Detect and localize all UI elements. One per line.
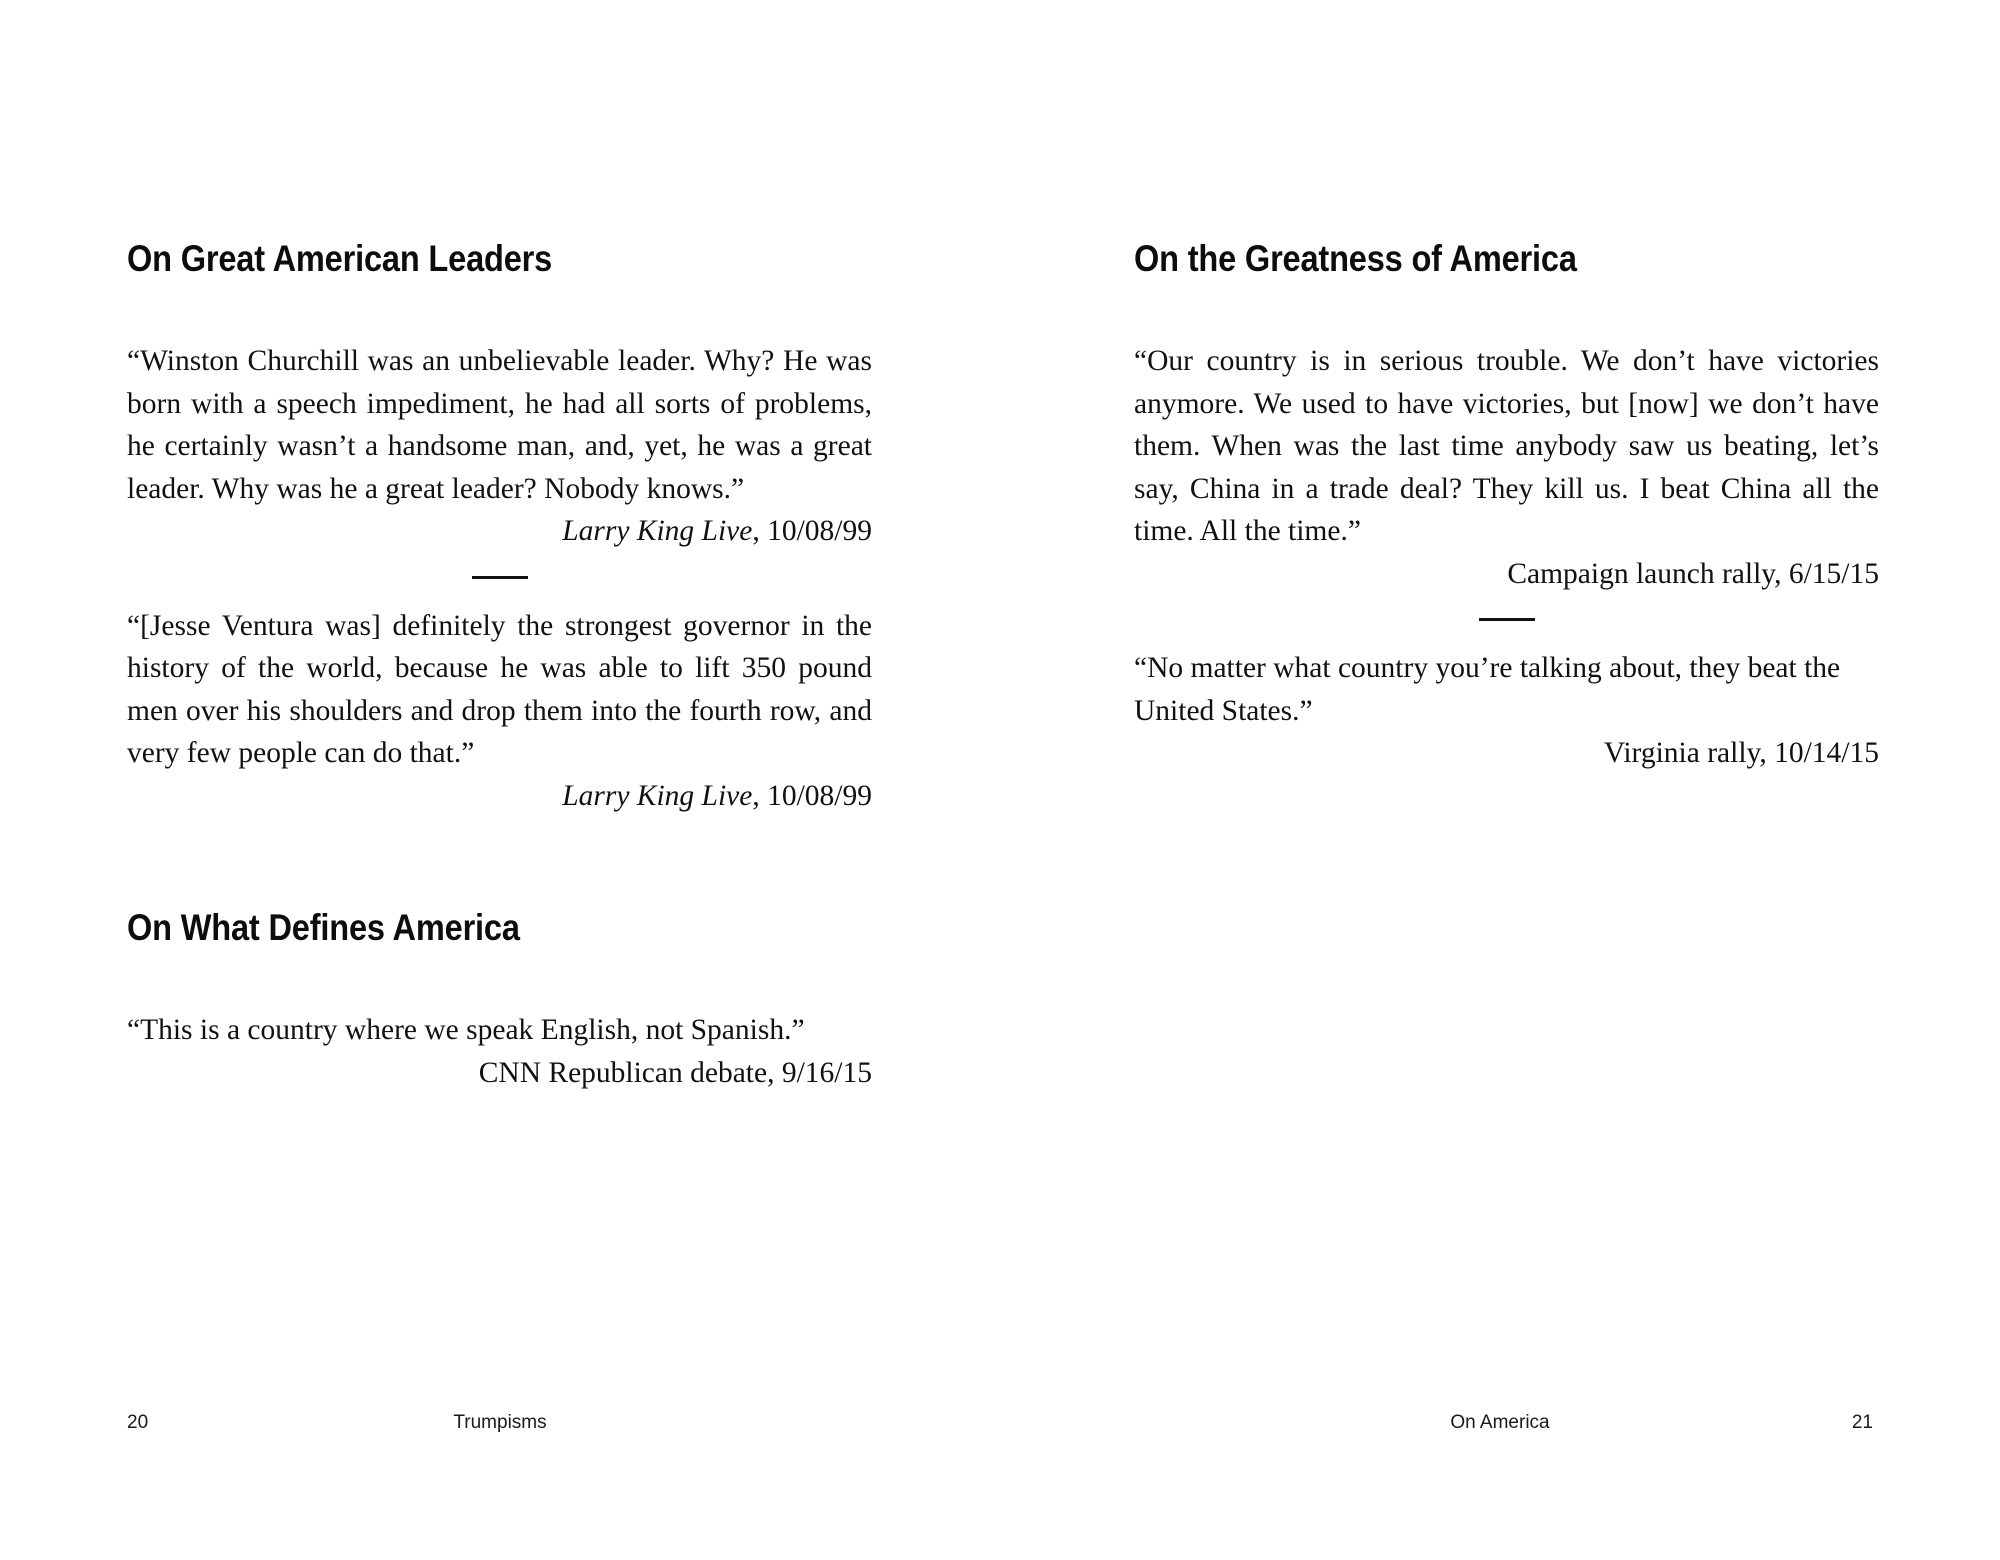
section-heading-greatness-of-america: On the Greatness of America — [1134, 238, 1577, 279]
footer-left-running-title — [0, 1412, 1000, 1472]
attribution-source-date: Virginia rally, 10/14/15 — [1603, 737, 1879, 769]
spacer — [1134, 277, 1879, 340]
section-heading-what-defines-america: On What Defines America — [127, 907, 520, 948]
quote-block — [127, 605, 872, 818]
spacer — [127, 946, 872, 1009]
section-heading-block — [1134, 240, 1879, 277]
quote-attribution — [127, 1052, 872, 1095]
attribution-source-date: , 10/08/99 — [752, 515, 872, 547]
quote-text: “[Jesse Ventura was] definitely the strongest governor in the history of the world, because he was able to lift 350 pound men over his shoulders and drop them into the fourth row, and very few people can do that.” — [127, 609, 872, 769]
running-title-left: Trumpisms — [453, 1412, 547, 1433]
attribution-source-date: Campaign launch rally, 6/15/15 — [1507, 557, 1879, 590]
quote-attribution — [127, 510, 872, 553]
section-heading-block — [127, 909, 872, 946]
spacer — [127, 277, 872, 340]
quote-block — [127, 340, 872, 553]
divider-rule-icon — [1479, 618, 1535, 621]
spacer — [127, 817, 872, 909]
page-number-left: 20 — [127, 1412, 149, 1433]
quote-block — [1134, 647, 1879, 775]
right-page-content — [1134, 240, 1879, 775]
footer-right-page-number — [1852, 1412, 1873, 1472]
quote-block — [127, 1009, 872, 1094]
quote-text: “No matter what country you’re talking about, they beat the United States.” — [1134, 652, 1841, 727]
right-page — [1000, 0, 2000, 1560]
quote-attribution — [1134, 553, 1879, 596]
spacer — [127, 553, 872, 576]
running-title-right: On America — [1450, 1412, 1550, 1433]
divider-rule-icon — [472, 576, 528, 579]
attribution-source-title: Larry King Live — [562, 779, 753, 812]
footer-right-running-title — [1000, 1412, 2000, 1472]
quote-block — [1134, 340, 1879, 595]
quote-text: “Winston Churchill was an unbelievable leader. Why? He was born with a speech impediment, he had all sorts of problems, he certainly wasn’t a handsome man, and, yet, he was a great leader. Why was he a great leader? Nobody knows.” — [127, 345, 872, 505]
quote-attribution — [127, 775, 872, 818]
attribution-source-title: Larry King Live — [562, 515, 753, 547]
spacer — [1134, 595, 1879, 618]
quote-text: “Our country is in serious trouble. We don’t have victories anymore. We used to have victories, but [now] we don’t have them. When was the last time anybody saw us beating, let’s say, China in a trade deal? They kill us. I beat China all the time. All the time.” — [1134, 345, 1879, 547]
left-page-content — [127, 240, 872, 1094]
quote-text: “This is a country where we speak English, not Spanish.” — [127, 1014, 805, 1046]
spacer — [127, 579, 872, 605]
attribution-source-date: , 10/08/99 — [752, 779, 872, 812]
attribution-source-date: CNN Republican debate, 9/16/15 — [478, 1056, 872, 1089]
spacer — [1134, 621, 1879, 647]
quote-attribution — [1134, 732, 1879, 775]
page-number-right: 21 — [1851, 1412, 1873, 1433]
section-heading-block — [127, 240, 872, 277]
section-heading-great-american-leaders: On Great American Leaders — [127, 238, 553, 279]
